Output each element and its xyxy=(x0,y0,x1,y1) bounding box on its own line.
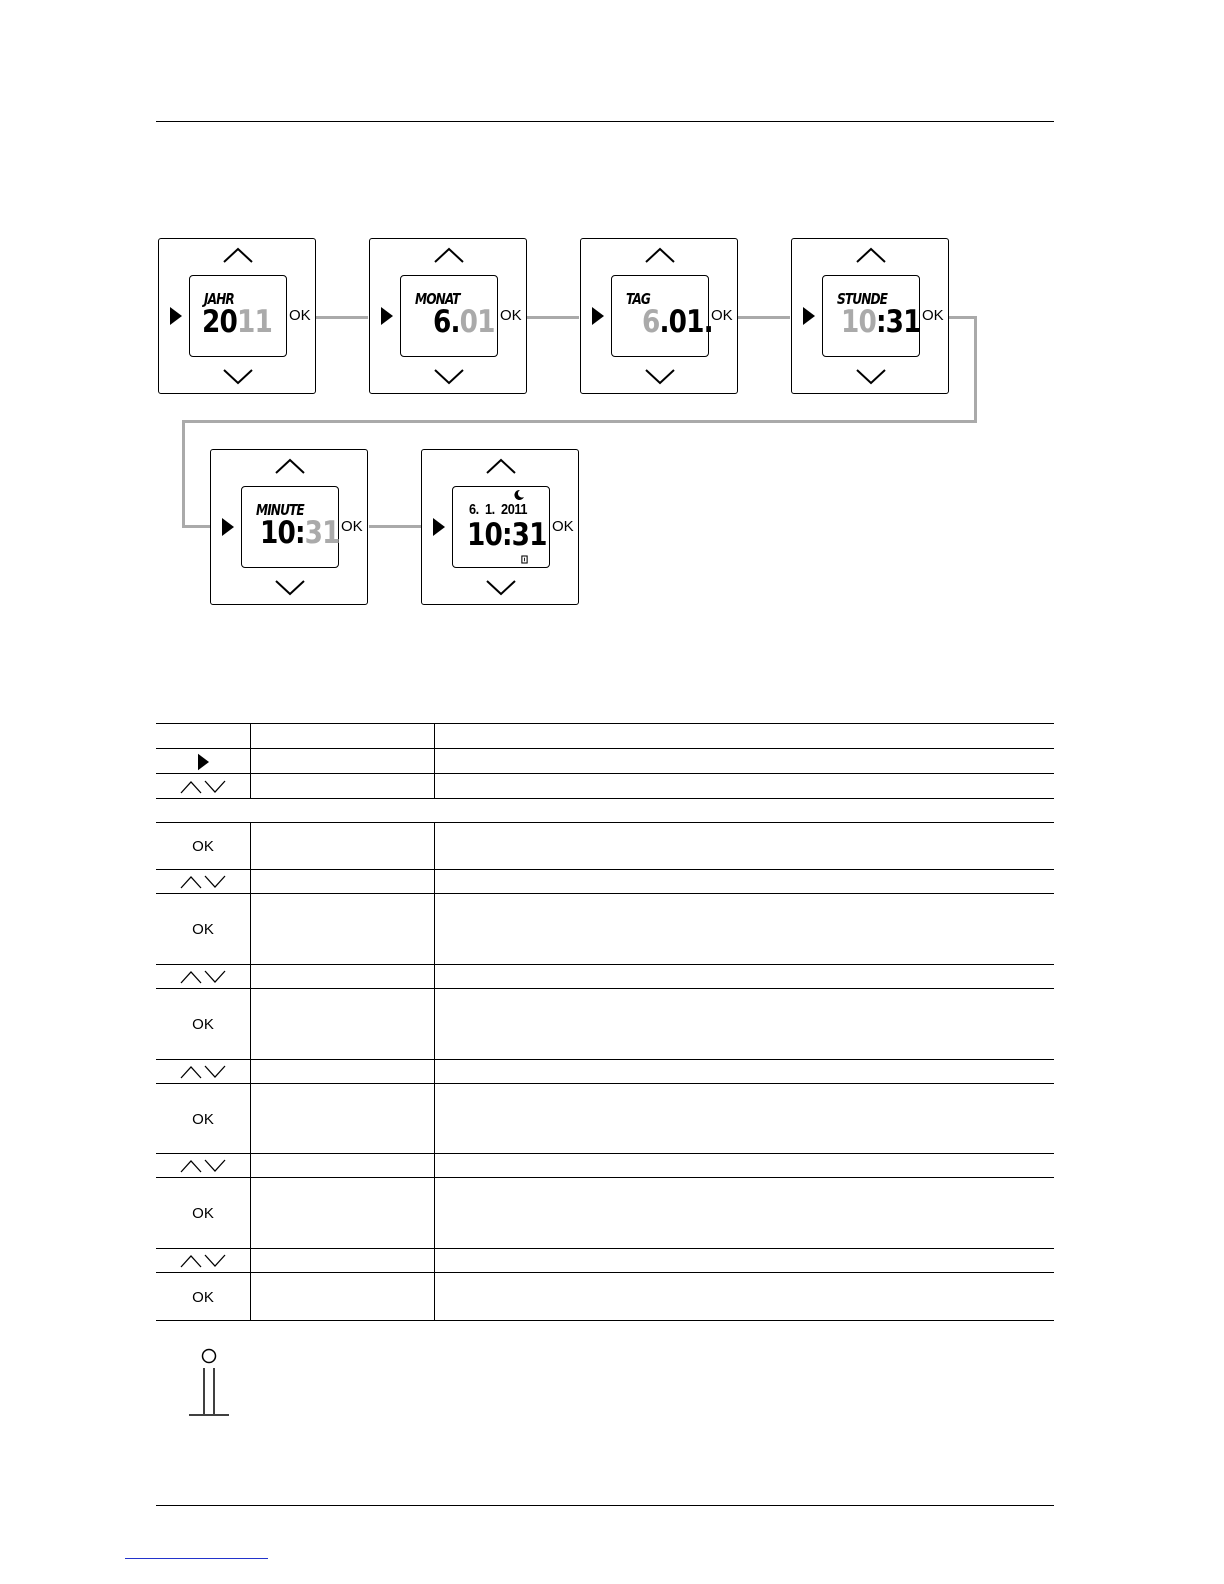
panel-tag xyxy=(580,238,738,394)
column-divider xyxy=(250,1154,251,1178)
ok-button[interactable]: OK xyxy=(289,307,311,324)
triangle-right-icon[interactable] xyxy=(592,307,604,325)
chevron-down-icon[interactable] xyxy=(486,580,516,596)
connector-into-5 xyxy=(182,525,210,528)
moon-icon xyxy=(513,489,525,501)
column-divider xyxy=(250,749,251,774)
channel-icon xyxy=(521,555,528,564)
panel-home-display xyxy=(421,449,579,605)
chevron-up-icon[interactable] xyxy=(486,458,516,474)
chevron-down-icon[interactable] xyxy=(223,369,253,385)
table-row xyxy=(156,723,1054,748)
panel-monat xyxy=(369,238,527,394)
column-divider xyxy=(250,1060,251,1084)
panel-jahr xyxy=(158,238,316,394)
column-divider xyxy=(434,724,435,749)
panel-stunde xyxy=(791,238,949,394)
table-row xyxy=(156,773,1054,798)
triangle-right-icon xyxy=(156,749,250,774)
chevron-down-icon[interactable] xyxy=(434,369,464,385)
table-row xyxy=(156,1083,1054,1153)
ok-key-icon: OK xyxy=(192,1205,214,1222)
chevron-down-icon[interactable] xyxy=(645,369,675,385)
column-divider xyxy=(434,989,435,1060)
triangle-right-icon[interactable] xyxy=(222,518,234,536)
table-row xyxy=(156,988,1054,1059)
field-value: 6.01. xyxy=(642,304,713,340)
header-cell xyxy=(156,724,250,749)
ok-button[interactable]: OK xyxy=(341,518,363,535)
table-row xyxy=(156,869,1054,893)
up-down-keys-icon xyxy=(156,1060,250,1084)
column-divider xyxy=(434,1249,435,1273)
info-icon xyxy=(189,1348,229,1418)
column-divider xyxy=(250,1084,251,1154)
footer-link-underline[interactable] xyxy=(125,1558,268,1559)
ok-key-icon: OK xyxy=(192,838,214,855)
column-divider xyxy=(250,965,251,989)
display-screen xyxy=(241,486,339,568)
table-row xyxy=(156,1153,1054,1177)
table-row xyxy=(156,964,1054,988)
table-bottom-rule xyxy=(156,1320,1054,1321)
table-row xyxy=(156,1177,1054,1248)
table-row xyxy=(156,1272,1054,1320)
up-down-keys-icon xyxy=(156,870,250,894)
column-divider xyxy=(250,989,251,1060)
chevron-up-icon[interactable] xyxy=(223,247,253,263)
connector-2-3 xyxy=(527,316,579,319)
ok-key-icon: OK xyxy=(192,1110,214,1128)
ok-key-icon: OK xyxy=(192,921,214,938)
table-row xyxy=(156,822,1054,869)
table-row xyxy=(156,1248,1054,1272)
column-divider xyxy=(434,1273,435,1321)
chevron-up-icon[interactable] xyxy=(645,247,675,263)
column-divider xyxy=(434,870,435,894)
column-divider xyxy=(434,1154,435,1178)
field-label: MINUTE xyxy=(256,501,304,519)
footer-rule xyxy=(156,1505,1054,1506)
up-down-keys-icon xyxy=(156,1249,250,1273)
up-down-keys-icon xyxy=(156,1154,250,1178)
connector-vertical-left xyxy=(182,420,185,527)
field-label: JAHR xyxy=(204,290,234,308)
triangle-right-icon[interactable] xyxy=(433,518,445,536)
ok-key-icon: OK xyxy=(192,1288,214,1306)
triangle-right-icon[interactable] xyxy=(803,307,815,325)
column-divider xyxy=(434,774,435,799)
column-divider xyxy=(434,1060,435,1084)
connector-5-6 xyxy=(369,525,421,528)
connector-3-4 xyxy=(738,316,790,319)
chevron-up-icon[interactable] xyxy=(856,247,886,263)
connector-4-out xyxy=(949,316,976,319)
triangle-right-icon[interactable] xyxy=(170,307,182,325)
connector-vertical-right xyxy=(974,316,977,423)
table-row xyxy=(156,798,1054,822)
column-divider xyxy=(434,965,435,989)
field-label: STUNDE xyxy=(837,290,888,308)
panel-minute xyxy=(210,449,368,605)
column-divider xyxy=(250,1273,251,1321)
field-value: 10:31 xyxy=(841,304,921,340)
ok-button[interactable]: OK xyxy=(922,307,944,324)
connector-horizontal-back xyxy=(182,420,977,423)
field-value: 6.01 xyxy=(433,304,495,340)
connector-1-2 xyxy=(316,316,368,319)
column-divider xyxy=(434,749,435,774)
column-divider xyxy=(434,1084,435,1154)
up-down-keys-icon xyxy=(156,774,250,799)
ok-button[interactable]: OK xyxy=(711,307,733,324)
ok-button[interactable]: OK xyxy=(500,307,522,324)
table-row xyxy=(156,893,1054,964)
date-readout: 6. 1. 2011 xyxy=(469,501,527,518)
field-label: TAG xyxy=(626,290,650,308)
ok-key-icon: OK xyxy=(192,1016,214,1033)
column-divider xyxy=(250,823,251,870)
ok-button[interactable]: OK xyxy=(552,518,574,535)
column-divider xyxy=(434,823,435,870)
field-value: 10:31 xyxy=(260,515,340,551)
chevron-down-icon[interactable] xyxy=(856,369,886,385)
field-label: MONAT xyxy=(415,290,460,308)
header-rule xyxy=(156,121,1054,122)
column-divider xyxy=(250,724,251,749)
table-row xyxy=(156,748,1054,773)
chevron-up-icon[interactable] xyxy=(275,458,305,474)
chevron-down-icon[interactable] xyxy=(275,580,305,596)
triangle-right-icon[interactable] xyxy=(381,307,393,325)
chevron-up-icon[interactable] xyxy=(434,247,464,263)
column-divider xyxy=(250,1178,251,1249)
display-screen xyxy=(189,275,287,357)
display-screen xyxy=(400,275,498,357)
column-divider xyxy=(434,1178,435,1249)
up-down-keys-icon xyxy=(156,965,250,989)
time-readout: 10:31 xyxy=(467,517,547,553)
table-row xyxy=(156,1059,1054,1083)
display-screen xyxy=(822,275,920,357)
display-screen xyxy=(611,275,713,357)
field-value: 2011 xyxy=(202,304,272,340)
column-divider xyxy=(434,894,435,965)
column-divider xyxy=(250,1249,251,1273)
column-divider xyxy=(250,870,251,894)
column-divider xyxy=(250,774,251,799)
display-screen xyxy=(452,486,550,568)
column-divider xyxy=(250,894,251,965)
